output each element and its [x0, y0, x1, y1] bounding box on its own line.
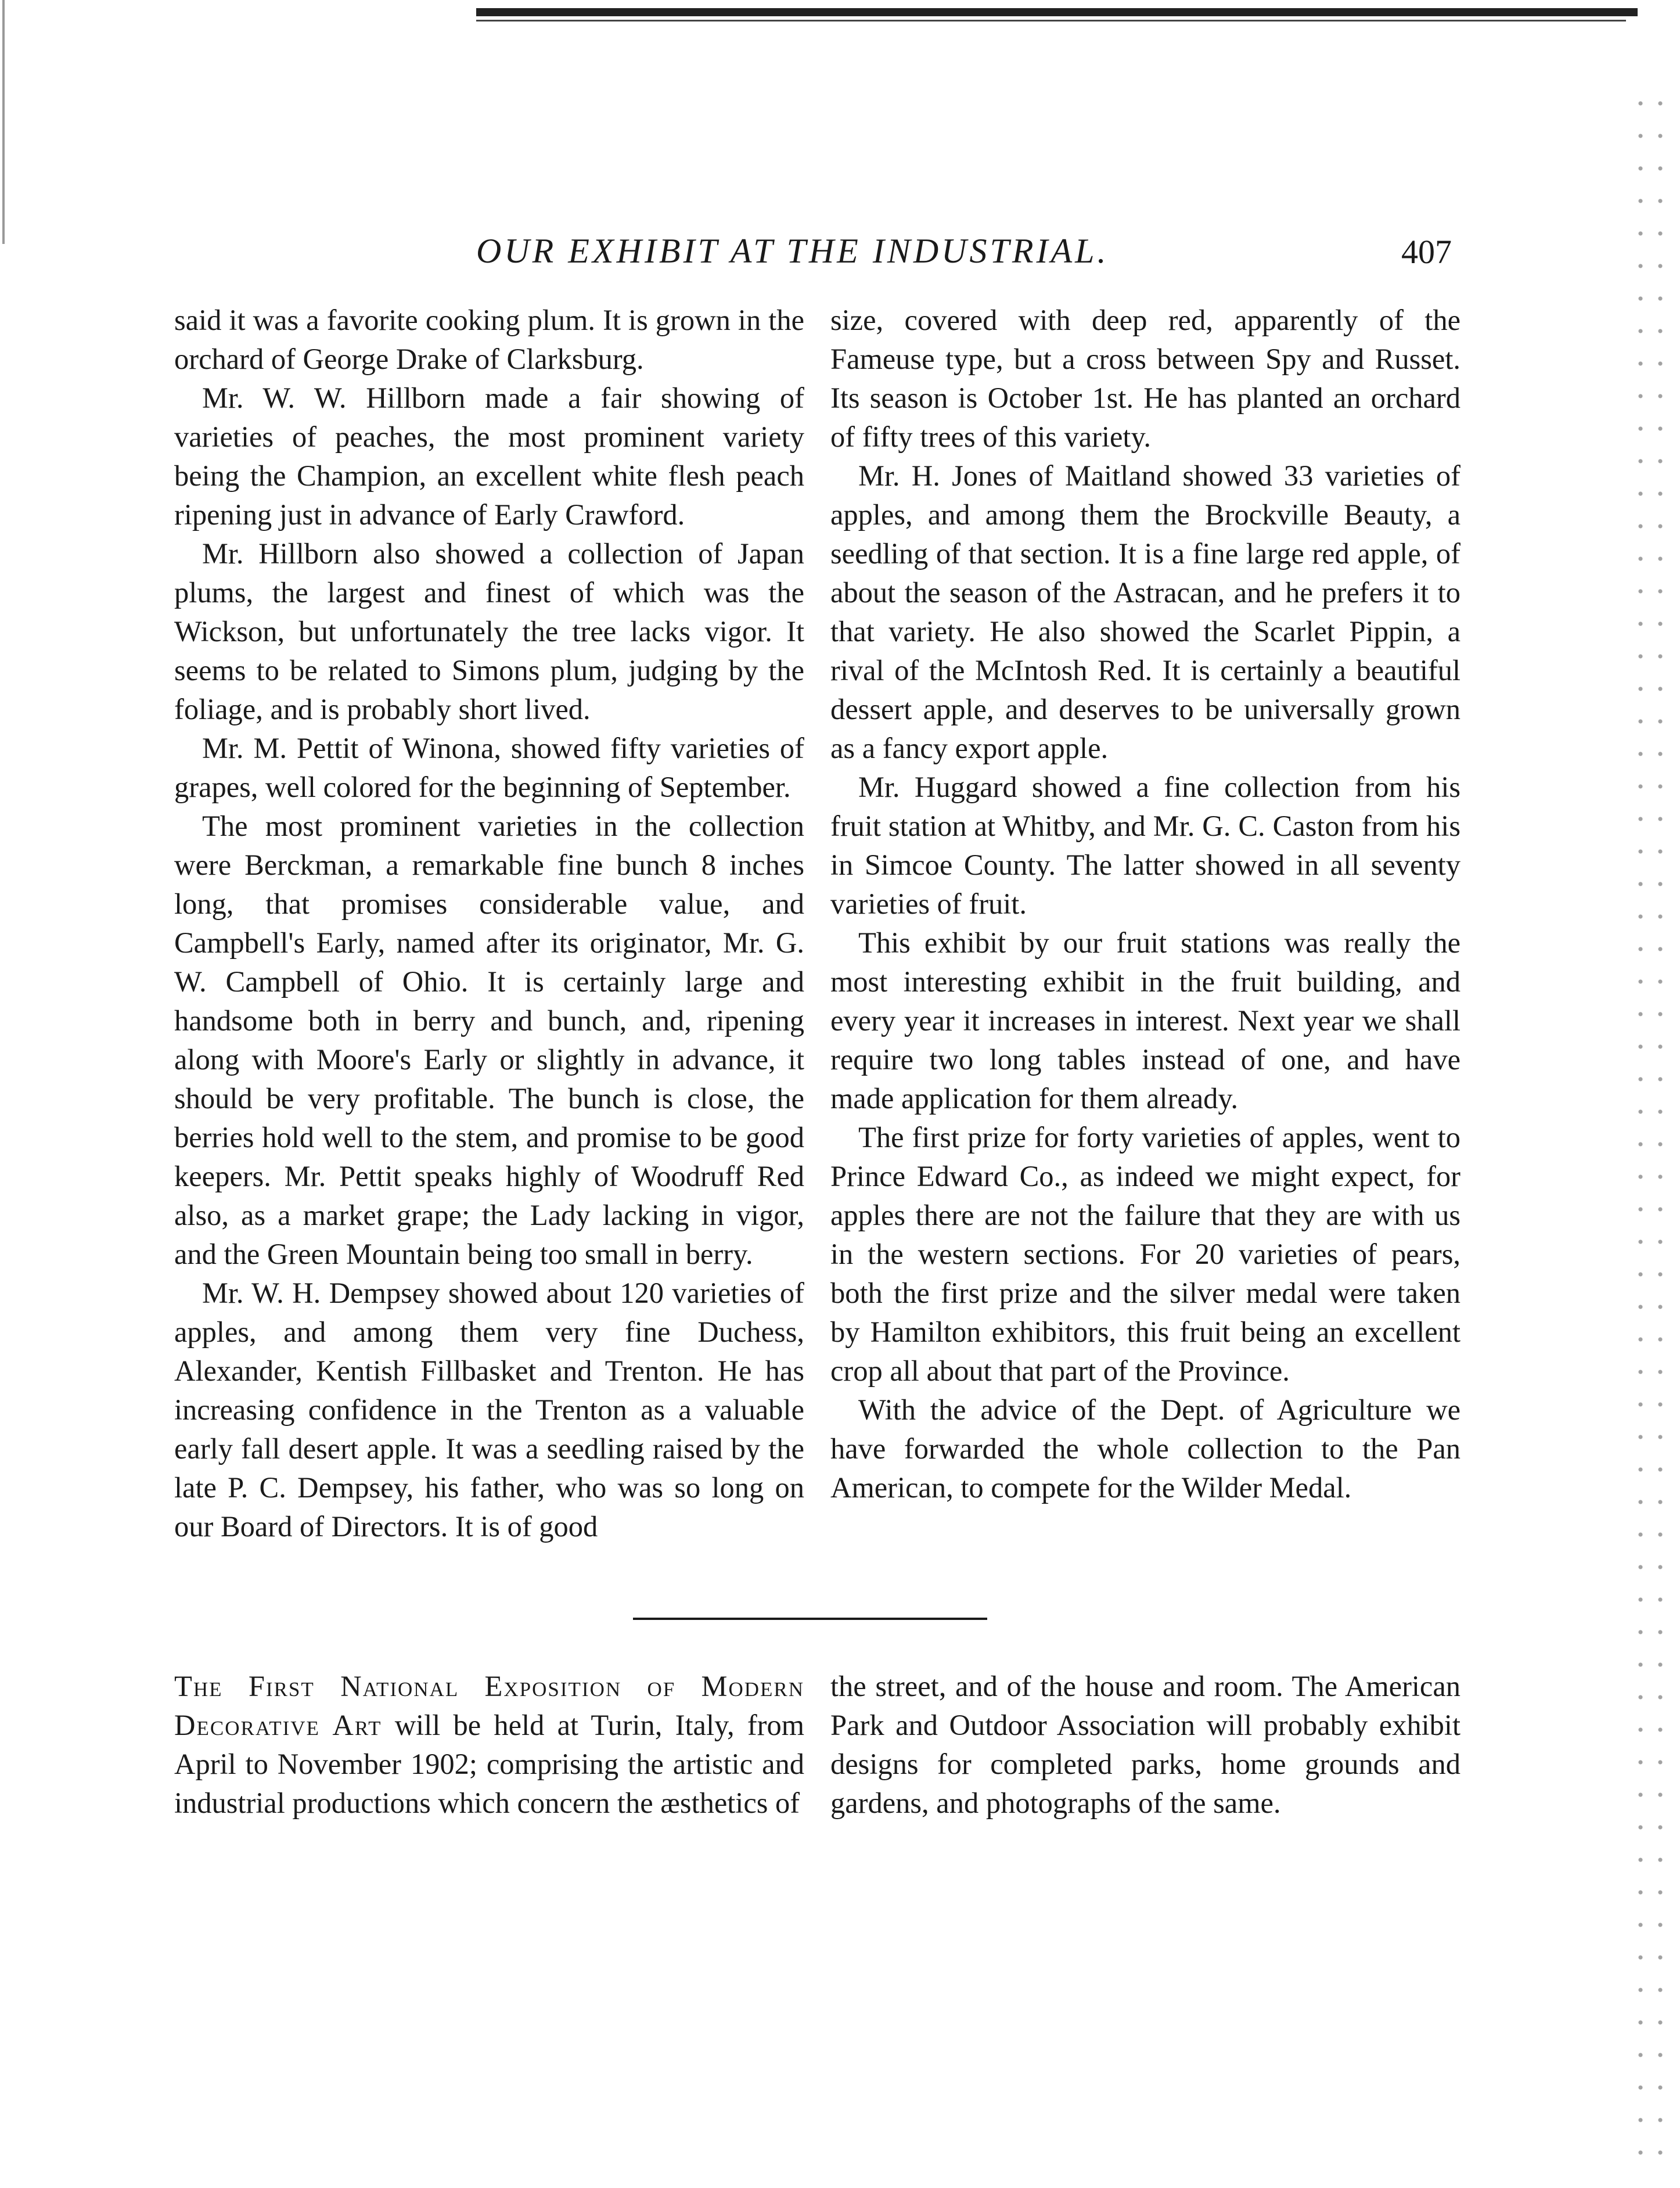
page-number: 407 — [1401, 233, 1452, 271]
paragraph: Mr. M. Pettit of Winona, showed fifty varieties of grapes, well colored for the beginning of September. — [174, 732, 804, 803]
scan-left-edge — [2, 0, 5, 244]
notice-text-left: will be held at Turin, Italy, from April to November 1902; comprising the artistic and industrial productions which concern the æsthetics of — [174, 1709, 804, 1819]
section-divider — [633, 1618, 987, 1620]
scan-top-rule-thin — [476, 20, 1626, 21]
paragraph: Mr. Hillborn also showed a collection of Japan plums, the largest and finest of which was the Wickson, but unfortunately the tree lacks vigor. It seems to be related to Simons plum, judging by the foliage, and is probably short lived. — [174, 537, 804, 725]
paragraph: Mr. W. W. Hillborn made a fair showing of varieties of peaches, the most prominent variety being the Champion, an excellent white flesh peach ripening just in advance of Early Crawford. — [174, 382, 804, 531]
paragraph: Mr. W. H. Dempsey showed about 120 varieties of apples, and among them very fine Duchess, Alexander, Kentish Fillbasket and Trenton. He has increasing confidence in the Trenton as a valuable early fall desert apple. It was a seedling raised by the late P. C. Dempsey, his father, who was so long on our Board of Directors. It is of good — [174, 1277, 804, 1543]
running-head — [174, 231, 1452, 278]
paragraph: The most prominent varieties in the collection were Berckman, a remarkable fine bunch 8 inches long, that promises considerable value, and Campbell's Early, named after its originator, Mr. G. W. Campbell of Ohio. It is certainly large and handsome both in berry and bunch, and, ripening along with Moore's Early or slightly in advance, it should be very profitable. The bunch is close, the berries hold well to the stem, and promise to be good keepers. Mr. Pettit speaks highly of Woodruff Red also, as a market grape; the Lady lacking in vigor, and the Green Mountain being too small in berry. — [174, 810, 804, 1270]
paragraph: This exhibit by our fruit stations was really the most interesting exhibit in the fruit building, and every year it increases in interest. Next year we shall require two long tables instead of one, and have made application for them already. — [830, 926, 1460, 1115]
paragraph: size, covered with deep red, apparently of the Fameuse type, but a cross between Spy and Russet. Its season is October 1st. He has planted an orchard of fifty trees of this variety. — [830, 304, 1460, 453]
right-column — [830, 301, 1460, 1507]
paragraph: Mr. H. Jones of Maitland showed 33 varieties of apples, and among them the Brockville Beauty, a seedling of that section. It is a fine large red apple, of about the season of the Astracan, and he prefers it to that variety. He also showed the Scarlet Pippin, a rival of the McIntosh Red. It is certainly a beautiful dessert apple, and deserves to be universally grown as a fancy export apple. — [830, 459, 1460, 764]
scan-binding-edge — [1631, 87, 1671, 2178]
notice-right-column — [830, 1667, 1460, 1823]
notice-left-column — [174, 1667, 804, 1823]
notice-heading: The First National Exposition of Modern Decorative Art — [174, 1670, 804, 1741]
paragraph: Mr. Huggard showed a fine collection from his fruit station at Whitby, and Mr. G. C. Caston from his in Simcoe County. The latter showed in all seventy varieties of fruit. — [830, 771, 1460, 920]
page-title: OUR EXHIBIT AT THE INDUSTRIAL. — [476, 232, 1109, 270]
scan-top-rule — [476, 8, 1638, 16]
paragraph: With the advice of the Dept. of Agriculture we have forwarded the whole collection to the Pan American, to compete for the Wilder Medal. — [830, 1393, 1460, 1504]
notice-paragraph — [174, 1667, 804, 1823]
left-column — [174, 301, 804, 1546]
notice-text-right: the street, and of the house and room. The American Park and Outdoor Association will probably exhibit designs for completed parks, home grounds and gardens, and photographs of the same. — [830, 1670, 1460, 1819]
paragraph: The first prize for forty varieties of apples, went to Prince Edward Co., as indeed we might expect, for apples there are not the failure that they are with us in the western sections. For 20 varieties of pears, both the first prize and the silver medal were taken by Hamilton exhibitors, this fruit being an excellent crop all about that part of the Province. — [830, 1121, 1460, 1387]
paragraph: said it was a favorite cooking plum. It is grown in the orchard of George Drake of Clarksburg. — [174, 304, 804, 375]
